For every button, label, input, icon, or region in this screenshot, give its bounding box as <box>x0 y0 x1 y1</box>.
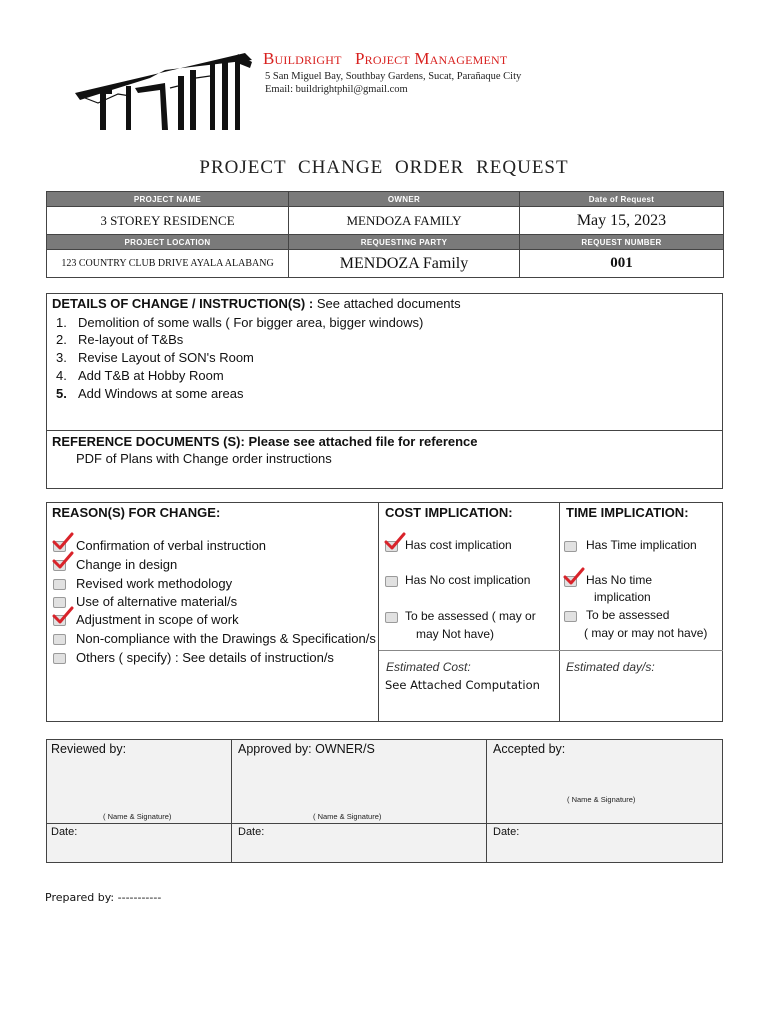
list-text: Demolition of some walls ( For bigger area, bigger windows) <box>78 315 424 330</box>
project-location-header: PROJECT LOCATION <box>47 235 289 250</box>
info-value-row <box>47 207 724 235</box>
project-name-value: 3 STOREY RESIDENCE <box>47 207 289 235</box>
reason-label: Change in design <box>76 557 178 572</box>
reason-label: Adjustment in scope of work <box>76 612 239 627</box>
time-option-label: Has No time <box>586 573 653 587</box>
reason-label: Use of alternative material/s <box>76 594 238 609</box>
cost-option-label: Has No cost implication <box>405 573 531 587</box>
red-check-icon <box>563 567 585 585</box>
acceptor-name-signature-caption: ( Name & Signature) <box>567 795 636 804</box>
reviewed-date-label: Date: <box>51 826 78 838</box>
estimate-divider <box>379 650 723 651</box>
list-text: Add Windows at some areas <box>78 386 244 401</box>
company-address: 5 San Miguel Bay, Southbay Gardens, Sucat, Parañaque City <box>265 71 522 82</box>
project-location-value: 123 COUNTRY CLUB DRIVE AYALA ALABANG <box>47 250 289 278</box>
approver-name-signature-caption: ( Name & Signature) <box>313 812 382 821</box>
reference-divider <box>46 430 723 431</box>
owner-header: OWNER <box>289 192 520 207</box>
list-text: Revise Layout of SON's Room <box>78 350 254 365</box>
estimated-days-label: Estimated day/s: <box>566 660 655 674</box>
company-email: Email: buildrightphil@gmail.com <box>265 84 408 95</box>
list-text: Add T&B at Hobby Room <box>78 368 224 383</box>
reason-label: Confirmation of verbal instruction <box>76 538 267 553</box>
signature-row-divider <box>46 823 723 824</box>
time-option-label: To be assessed <box>586 608 670 622</box>
red-check-icon <box>52 551 74 569</box>
reviewed-by-label: Reviewed by: <box>51 742 127 756</box>
project-info-table <box>46 191 724 278</box>
date-of-request-value: May 15, 2023 <box>520 207 724 235</box>
details-note: See attached documents <box>316 296 461 311</box>
cost-option-label-continued: may Not have) <box>416 627 495 641</box>
estimated-cost-label: Estimated Cost: <box>386 660 471 674</box>
time-title: TIME IMPLICATION: <box>566 505 689 520</box>
time-option-label: Has Time implication <box>586 538 697 552</box>
reason-checkbox[interactable] <box>53 653 66 664</box>
cost-option-label: Has cost implication <box>405 538 512 552</box>
list-text: Re-layout of T&Bs <box>78 332 184 347</box>
red-check-icon <box>52 532 74 550</box>
reviewer-name-signature-caption: ( Name & Signature) <box>103 812 172 821</box>
info-header-row <box>47 192 724 207</box>
time-option-label-continued: implication <box>594 590 651 604</box>
company-logo <box>70 48 260 134</box>
reason-label: Others ( specify) : See details of instruction/s <box>76 650 334 665</box>
red-check-icon <box>384 532 406 550</box>
signature-divider <box>486 739 487 863</box>
approved-by-label: Approved by: OWNER/S <box>238 742 375 756</box>
list-item <box>56 350 254 365</box>
requesting-party-header: REQUESTING PARTY <box>289 235 520 250</box>
reference-title: REFERENCE DOCUMENTS (S): Please see attached file for reference <box>52 434 478 449</box>
reason-checkbox[interactable] <box>53 634 66 645</box>
cost-title: COST IMPLICATION: <box>385 505 513 520</box>
time-checkbox[interactable] <box>564 611 577 622</box>
owner-value: MENDOZA FAMILY <box>289 207 520 235</box>
column-divider <box>559 502 560 722</box>
reason-label: Non-compliance with the Drawings & Specification/s <box>76 631 376 646</box>
approved-date-label: Date: <box>238 826 265 838</box>
document-title: PROJECT CHANGE ORDER REQUEST <box>199 157 569 178</box>
list-number: 2. <box>56 332 67 347</box>
date-of-request-header: Date of Request <box>520 192 724 207</box>
project-name-header: PROJECT NAME <box>47 192 289 207</box>
list-number: 1. <box>56 315 67 330</box>
signature-divider <box>231 739 232 863</box>
reason-checkbox[interactable] <box>53 579 66 590</box>
list-item <box>56 386 243 401</box>
list-number: 4. <box>56 368 67 383</box>
cost-checkbox[interactable] <box>385 576 398 587</box>
company-name: Buildright Project Management <box>263 49 508 68</box>
request-number-header: REQUEST NUMBER <box>520 235 724 250</box>
request-number-value: 001 <box>520 250 724 278</box>
accepted-by-label: Accepted by: <box>493 742 566 756</box>
requesting-party-value: MENDOZA Family <box>289 250 520 278</box>
reason-label: Revised work methodology <box>76 576 233 591</box>
list-number: 5. <box>56 386 67 401</box>
list-item <box>56 315 423 330</box>
details-title-text: DETAILS OF CHANGE / INSTRUCTION(S) : <box>52 296 314 311</box>
red-check-icon <box>52 606 74 624</box>
info-header-row <box>47 235 724 250</box>
info-value-row <box>47 250 724 278</box>
list-item <box>56 368 224 383</box>
details-title <box>52 296 461 311</box>
column-divider <box>378 502 379 722</box>
prepared-by: Prepared by: ----------- <box>45 891 162 904</box>
list-item <box>56 332 183 347</box>
cost-checkbox[interactable] <box>385 612 398 623</box>
estimated-cost-value: See Attached Computation <box>385 678 540 692</box>
time-option-label-continued: ( may or may not have) <box>584 626 708 640</box>
cost-option-label: To be assessed ( may or <box>405 609 536 623</box>
time-checkbox[interactable] <box>564 541 577 552</box>
list-number: 3. <box>56 350 67 365</box>
reference-text: PDF of Plans with Change order instructions <box>76 451 332 466</box>
reasons-title: REASON(S) FOR CHANGE: <box>52 505 221 520</box>
accepted-date-label: Date: <box>493 826 520 838</box>
